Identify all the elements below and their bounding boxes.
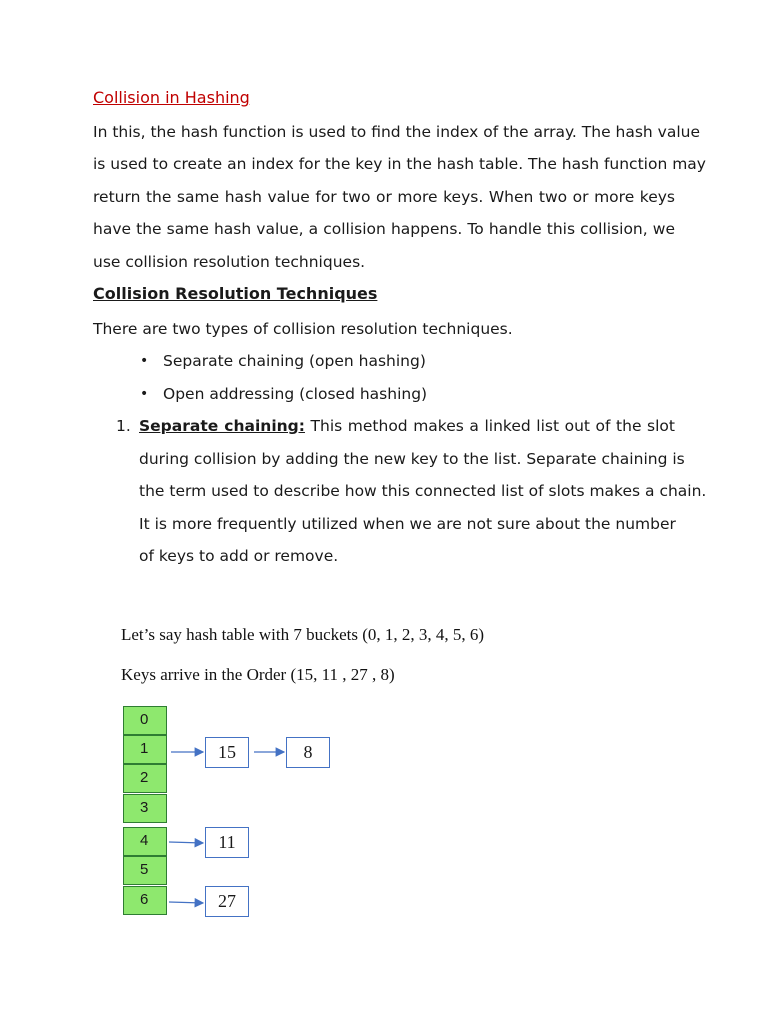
list-item-line: the term used to describe how this connected list of slots makes a chain.: [139, 482, 707, 500]
paragraph-line: have the same hash value, a collision happens. To handle this collision, we: [93, 220, 675, 238]
chain-node-15: 15: [205, 737, 249, 768]
bucket-6: 6: [123, 886, 167, 915]
section-title-resolution: Collision Resolution Techniques: [93, 284, 378, 303]
bullet-item: Separate chaining (open hashing): [163, 352, 426, 370]
list-item-line: It is more frequently utilized when we are not sure about the number: [139, 515, 676, 533]
list-item-line: of keys to add or remove.: [139, 547, 339, 565]
chain-node-8: 8: [286, 737, 330, 768]
term-label: Separate chaining:: [139, 417, 305, 435]
section-title-collision: Collision in Hashing: [93, 88, 250, 107]
arrow-bucket4-to-11: [169, 842, 203, 843]
bucket-2: 2: [123, 764, 167, 793]
bucket-4: 4: [123, 827, 167, 856]
paragraph-line: In this, the hash function is used to find the index of the array. The hash value: [93, 123, 701, 141]
bucket-0: 0: [123, 706, 167, 735]
chain-node-11: 11: [205, 827, 249, 858]
bucket-1: 1: [123, 735, 167, 764]
paragraph-line: return the same hash value for two or more keys. When two or more keys: [93, 188, 675, 206]
chain-node-27: 27: [205, 886, 249, 917]
bucket-5: 5: [123, 856, 167, 885]
figure-caption: Keys arrive in the Order (15, 11 , 27 , 8): [121, 665, 395, 684]
list-item-line: during collision by adding the new key to the list. Separate chaining is: [139, 450, 685, 468]
paragraph-line: is used to create an index for the key in the hash table. The hash function may: [93, 155, 706, 173]
paragraph-line: use collision resolution techniques.: [93, 253, 366, 271]
bullet-icon: •: [140, 353, 149, 369]
intro-text: There are two types of collision resolution techniques.: [93, 320, 513, 338]
figure-caption: Let’s say hash table with 7 buckets (0, 1, 2, 3, 4, 5, 6): [121, 625, 485, 644]
bucket-3: 3: [123, 794, 167, 823]
bullet-item: Open addressing (closed hashing): [163, 385, 428, 403]
bullet-icon: •: [140, 386, 149, 402]
arrow-bucket6-to-27: [169, 902, 203, 903]
list-number: 1.: [116, 417, 131, 435]
list-item-text: This method makes a linked list out of the slot: [310, 417, 675, 435]
